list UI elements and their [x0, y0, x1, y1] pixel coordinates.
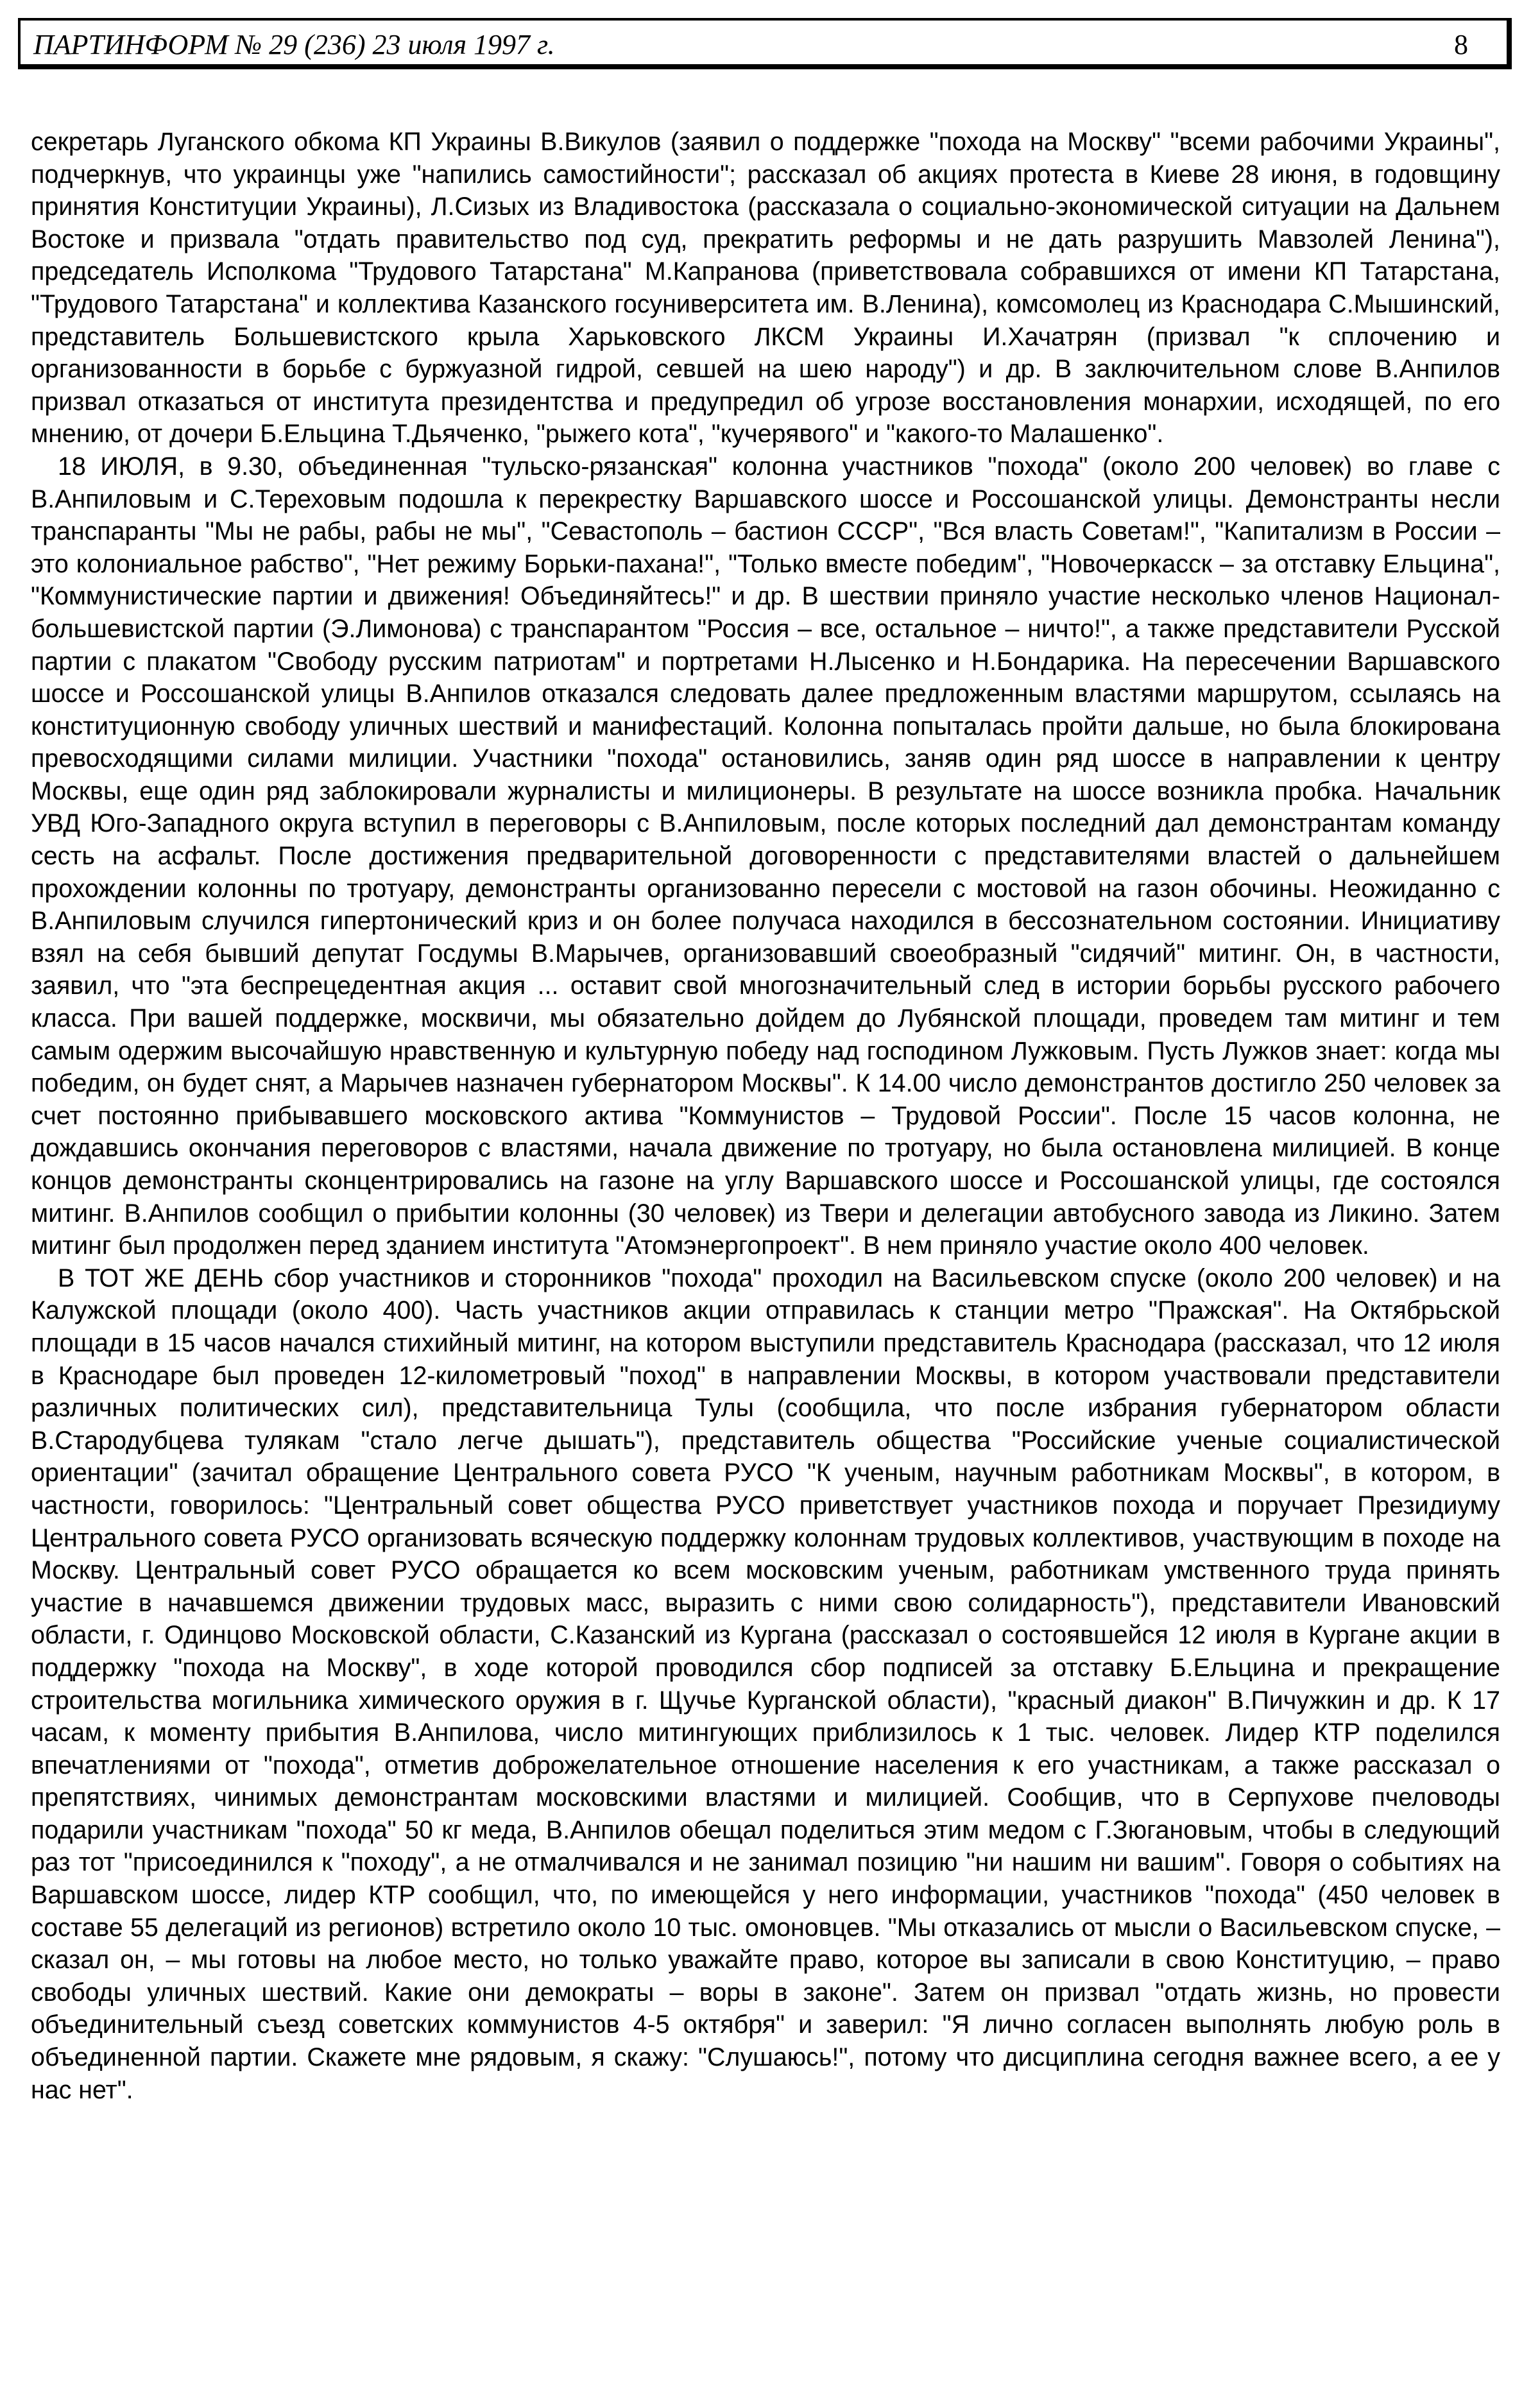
article-body	[31, 126, 1500, 2106]
page-header	[18, 18, 1512, 69]
page-number: 8	[1454, 29, 1468, 60]
paragraph: 18 ИЮЛЯ, в 9.30, объединенная "тульско-рязанская" колонна участников "похода" (около 200 человек) во главе с В.Анпиловым и С.Тереховым подошла к перекрестку Варшавского шоссе и Россошанской улицы. Демонстранты несли транспаранты "Мы не рабы, рабы не мы", "Севастополь – бастион СССР", "Вся власть Советам!", "Капитализм в России – это колониальное рабство", "Нет режиму Борьки-пахана!", "Только вместе победим", "Новочеркасск – за отставку Ельцина", "Коммунистические партии и движения! Объединяйтесь!" и др. В шествии приняло участие несколько членов Национал-большевистской партии (Э.Лимонова) с транспарантом "Россия – все, остальное – ничто!", а также представители Русской партии с плакатом "Свободу русским патриотам" и портретами Н.Лысенко и Н.Бондарика. На пересечении Варшавского шоссе и Россошанской улицы В.Анпилов отказался следовать далее предложенным властями маршрутом, ссылаясь на конституционную свободу уличных шествий и манифестаций. Колонна попыталась пройти дальше, но была блокирована превосходящими силами милиции. Участники "похода" остановились, заняв один ряд шоссе в направлении к центру Москвы, еще один ряд заблокировали журналисты и милиционеры. В результате на шоссе возникла пробка. Начальник УВД Юго-Западного округа вступил в переговоры с В.Анпиловым, после которых последний дал демонстрантам команду сесть на асфальт. После достижения предварительной договоренности с представителями властей о дальнейшем прохождении колонны по тротуару, демонстранты организованно пересели с мостовой на газон обочины. Неожиданно с В.Анпиловым случился гипертонический криз и он более получаса находился в бессознательном состоянии. Инициативу взял на себя бывший депутат Госдумы В.Марычев, организовавший своеобразный "сидячий" митинг. Он, в частности, заявил, что "эта беспрецедентная акция ... оставит свой многозначительный след в истории борьбы русского рабочего класса. При вашей поддержке, москвичи, мы обязательно дойдем до Лубянской площади, проведем там митинг и тем самым одержим высочайшую нравственную и культурную победу над господином Лужковым. Пусть Лужков знает: когда мы победим, он будет снят, а Марычев назначен губернатором Москвы". К 14.00 число демонстрантов достигло 250 человек за счет постоянно прибывавшего московского актива "Коммунистов – Трудовой России". После 15 часов колонна, не дождавшись окончания переговоров с властями, начала движение по тротуару, но была остановлена милицией. В конце концов демонстранты сконцентрировались на газоне на углу Варшавского шоссе и Россошанской улицы, где состоялся митинг. В.Анпилов сообщил о прибытии колонны (30 человек) из Твери и делегации автобусного завода из Ликино. Затем митинг был продолжен перед зданием института "Атомэнергопроект". В нем приняло участие около 400 человек.	[31, 452, 1500, 1260]
publication-title: ПАРТИНФОРМ № 29 (236) 23 июля 1997 г.	[33, 29, 555, 60]
paragraph: секретарь Луганского обкома КП Украины В.Викулов (заявил о поддержке "похода на Москву" "всеми рабочими Украины", подчеркнув, что украинцы уже "напились самостийности"; рассказал об акциях протеста в Киеве 28 июня, в годовщину принятия Конституции Украины), Л.Сизых из Владивостока (рассказала о социально-экономической ситуации на Дальнем Востоке и призвала "отдать правительство под суд, прекратить реформы и не дать разрушить Мавзолей Ленина"), председатель Исполкома "Трудового Татарстана" М.Капранова (приветствовала собравшихся от имени КП Татарстана, "Трудового Татарстана" и коллектива Казанского госуниверситета им. В.Ленина), комсомолец из Краснодара С.Мышинский, представитель Большевистского крыла Харьковского ЛКСМ Украины И.Хачатрян (призвал "к сплочению и организованности в борьбе с буржуазной гидрой, севшей на шею народу") и др. В заключительном слове В.Анпилов призвал отказаться от института президентства и предупредил об угрозе восстановления монархии, исходящей, по его мнению, от дочери Б.Ельцина Т.Дьяченко, "рыжего кота", "кучерявого" и "какого-то Малашенко".	[31, 128, 1500, 449]
paragraph: В ТОТ ЖЕ ДЕНЬ сбор участников и сторонников "похода" проходил на Васильевском спуске (около 200 человек) и на Калужской площади (около 400). Часть участников акции отправилась к станции метро "Пражская". На Октябрьской площади в 15 часов начался стихийный митинг, на котором выступили представитель Краснодара (рассказал, что 12 июля в Краснодаре был проведен 12-километровый "поход" в направлении Москвы, в котором участвовали представители различных политических сил), представительница Тулы (сообщила, что после избрания губернатором области В.Стародубцева тулякам "стало легче дышать"), представитель общества "Российские ученые социалистической ориентации" (зачитал обращение Центрального совета РУСО "К ученым, научным работникам Москвы", в котором, в частности, говорилось: "Центральный совет общества РУСО приветствует участников похода и поручает Президиуму Центрального совета РУСО организовать всяческую поддержку колоннам трудовых коллективов, участвующим в походе на Москву. Центральный совет РУСО обращается ко всем московским ученым, работникам умственного труда принять участие в начавшемся движении трудовых масс, выразить с ними свою солидарность"), представители Ивановский области, г. Одинцово Московской области, С.Казанский из Кургана (рассказал о состоявшейся 12 июля в Кургане акции в поддержку "похода на Москву", в ходе которой проводился сбор подписей за отставку Б.Ельцина и прекращение строительства могильника химического оружия в г. Щучье Курганской области), "красный диакон" В.Пичужкин и др. К 17 часам, к моменту прибытия В.Анпилова, число митингующих приблизилось к 1 тыс. человек. Лидер КТР поделился впечатлениями от "похода", отметив доброжелательное отношение населения к его участникам, а также рассказал о препятствиях, чинимых демонстрантам московскими властями и милицией. Сообщив, что в Серпухове пчеловоды подарили участникам "похода" 50 кг меда, В.Анпилов обещал поделиться этим медом с Г.Зюгановым, чтобы в следующий раз тот "присоединился к "походу", а не отмалчивался и не занимал позицию "ни нашим ни вашим". Говоря о событиях на Варшавском шоссе, лидер КТР сообщил, что, по имеющейся у него информации, участников "похода" (450 человек в составе 55 делегаций из регионов) встретило около 10 тыс. омоновцев. "Мы отказались от мысли о Васильевском спуске, – сказал он, – мы готовы на любое место, но только уважайте право, которое вы записали в свою Конституцию, – право свободы уличных шествий. Какие они демократы – воры в законе". Затем он призвал "отдать жизнь, но провести объединительный съезд советских коммунистов 4-5 октября" и заверил: "Я лично согласен выполнять любую роль в объединенной партии. Скажете мне рядовым, я скажу: "Слушаюсь!", потому что дисциплина сегодня важнее всего, а ее у нас нет".	[31, 1264, 1500, 2104]
